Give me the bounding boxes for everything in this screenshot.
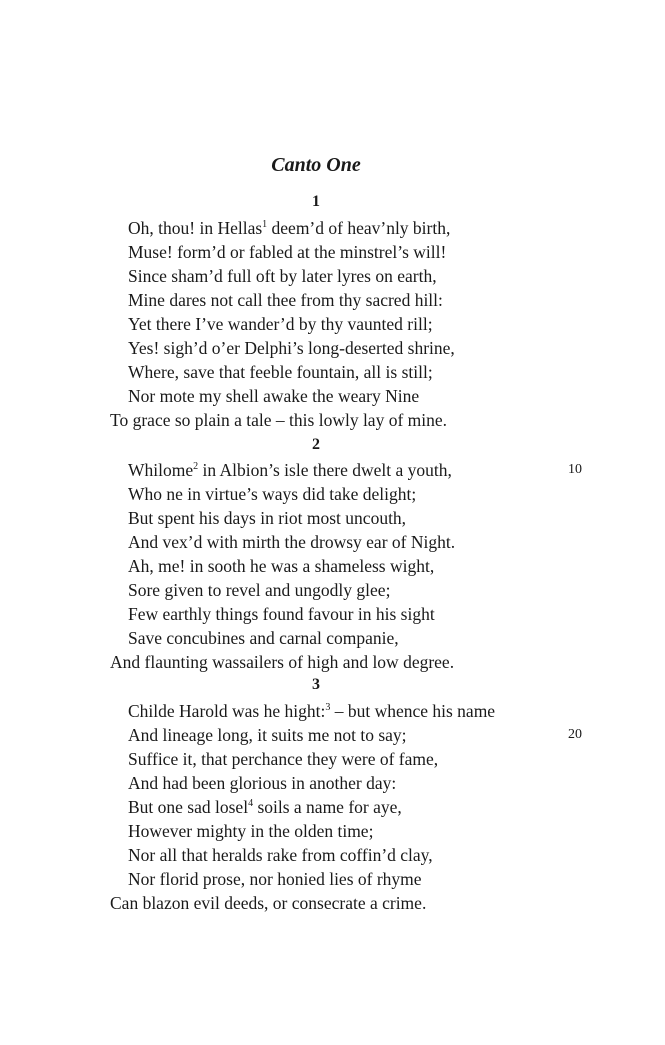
verse-text: Nor mote my shell awake the weary Nine — [128, 386, 420, 406]
verse-text: However mighty in the olden time; — [128, 821, 374, 841]
verse-text: Where, save that feeble fountain, all is still; — [128, 362, 433, 382]
line-number: 20 — [568, 727, 582, 742]
verse-text: Ah, me! in sooth he was a shameless wight, — [128, 556, 435, 576]
footnote-marker: 4 — [248, 798, 254, 809]
verse-text: Can blazon evil deeds, or consecrate a crime. — [110, 893, 427, 913]
verse-text: Yes! sigh’d o’er Delphi’s long-deserted shrine, — [128, 338, 455, 358]
verse-line — [0, 216, 600, 240]
canto-title: Canto One — [271, 154, 361, 176]
verse-line — [0, 891, 600, 915]
verse-line — [0, 336, 600, 360]
stanza — [0, 458, 600, 674]
verse-line — [0, 288, 600, 312]
verse-text: Nor florid prose, nor honied lies of rhyme — [128, 869, 422, 889]
verse-text: Whilome$^2$ in Albion’s isle there dwelt a youth, — [128, 460, 452, 480]
stanza-number: 2 — [312, 436, 320, 453]
verse-text: And had been glorious in another day: — [128, 773, 397, 793]
verse-text: And lineage long, it suits me not to say; — [128, 725, 407, 745]
verse-line — [0, 771, 600, 795]
stanza-number: 3 — [312, 676, 320, 693]
verse-text: Sore given to revel and ungodly glee; — [128, 580, 391, 600]
footnote-marker: 2 — [193, 461, 199, 472]
verse-line — [0, 723, 600, 747]
verse-line — [0, 482, 600, 506]
verse-text: And flaunting wassailers of high and low degree. — [110, 652, 455, 672]
stanza-number: 1 — [312, 193, 320, 210]
footnote-marker: 1 — [262, 219, 268, 230]
verse-line — [0, 699, 600, 723]
verse-line — [0, 867, 600, 891]
verse-line — [0, 795, 600, 819]
footnote-marker: 3 — [325, 702, 331, 713]
verse-line — [0, 312, 600, 336]
verse-text: Suffice it, that perchance they were of fame, — [128, 749, 439, 769]
verse-text: But spent his days in riot most uncouth, — [128, 508, 407, 528]
stanza — [0, 699, 600, 915]
verse-line — [0, 602, 600, 626]
verse-text: Save concubines and carnal companie, — [128, 628, 399, 648]
verse-line — [0, 530, 600, 554]
verse-text: Childe Harold was he hight:$^3$ – but whence his name — [128, 701, 496, 721]
verse-line — [0, 650, 600, 674]
verse-text: Few earthly things found favour in his sight — [128, 604, 435, 624]
verse-text: Mine dares not call thee from thy sacred hill: — [128, 290, 443, 310]
verse-text: Yet there I’ve wander’d by thy vaunted rill; — [128, 314, 433, 334]
verse-text: Who ne in virtue’s ways did take delight; — [128, 484, 417, 504]
verse-text: Oh, thou! in Hellas$^1$ deem’d of heav’nly birth, — [128, 218, 451, 238]
verse-line — [0, 240, 600, 264]
verse-line — [0, 626, 600, 650]
verse-text: Muse! form’d or fabled at the minstrel’s will! — [128, 242, 447, 262]
verse-line — [0, 408, 600, 432]
verse-line — [0, 458, 600, 482]
verse-line — [0, 554, 600, 578]
verse-line — [0, 819, 600, 843]
verse-line — [0, 360, 600, 384]
verse-text: And vex’d with mirth the drowsy ear of Night. — [128, 532, 456, 552]
verse-text: But one sad losel$^4$ soils a name for aye, — [128, 797, 402, 817]
verse-text: Nor all that heralds rake from coffin’d clay, — [128, 845, 433, 865]
verse-line — [0, 578, 600, 602]
verse-line — [0, 843, 600, 867]
verse-line — [0, 264, 600, 288]
line-number: 10 — [568, 462, 582, 477]
verse-line — [0, 506, 600, 530]
verse-text: Since sham’d full oft by later lyres on earth, — [128, 266, 437, 286]
verse-line — [0, 384, 600, 408]
verse-text: To grace so plain a tale – this lowly lay of mine. — [110, 410, 448, 430]
verse-line — [0, 747, 600, 771]
stanza — [0, 216, 600, 432]
